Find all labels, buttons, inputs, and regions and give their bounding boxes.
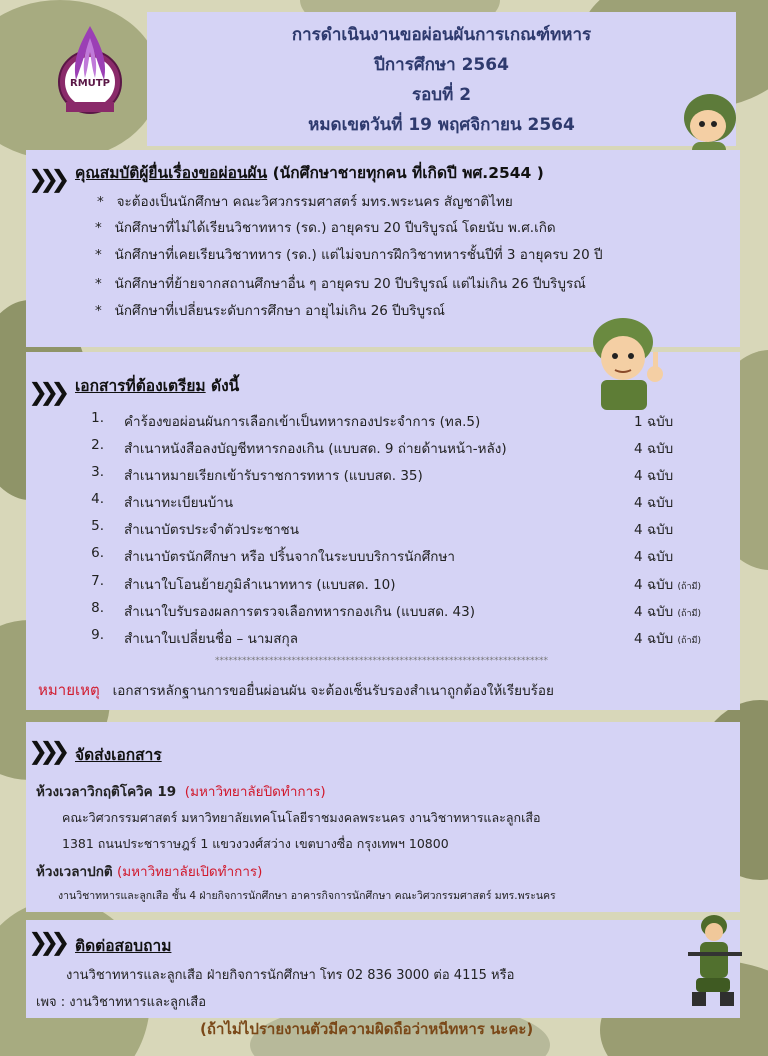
documents-title-rest: ดังนี้: [205, 377, 240, 395]
logo-text: RMUTP: [70, 78, 110, 89]
covid-label: ห้วงเวลาวิกฤติโควิค 19: [36, 784, 177, 800]
soldier-cartoon-kneeling: [682, 912, 752, 1010]
chevron-right-icon: ❯❯❯: [28, 378, 62, 406]
contact-line1: งานวิชาทหารและลูกเสือ ฝ่ายกิจการนักศึกษา โทร 02 836 3000 ต่อ 4115 หรือ: [66, 968, 515, 983]
list-item: * นักศึกษาที่ย้ายจากสถานศึกษาอื่น ๆ อายุครบ 20 ปีบริบูรณ์ แต่ไม่เกิน 26 ปีบริบูรณ์: [95, 276, 586, 292]
list-item: * นักศึกษาที่ไม่ได้เรียนวิชาทหาร (รด.) อายุครบ 20 ปีบริบูรณ์ โดยนับ พ.ศ.เกิด: [95, 220, 556, 236]
list-item: * นักศึกษาที่เคยเรียนวิชาทหาร (รด.) แต่ไม่จบการฝึกวิชาทหารชั้นปีที่ 3 อายุครบ 20 ปี: [95, 247, 603, 263]
chevron-right-icon: ❯❯❯: [28, 165, 62, 193]
normal-address: งานวิชาทหารและลูกเสือ ชั้น 4 ฝ่ายกิจการนักศึกษา อาคารกิจการนักศึกษา คณะวิศวกรรมศาสตร์ มทร.พระนคร: [58, 890, 556, 902]
covid-period: [36, 780, 326, 802]
bullet-star-icon: *: [95, 247, 102, 263]
contact-line2: เพจ : งานวิชาทหารและลูกเสือ: [36, 995, 207, 1010]
list-item: * นักศึกษาที่เปลี่ยนระดับการศึกษา อายุไม่เกิน 26 ปีบริบูรณ์: [95, 303, 445, 319]
footer-warning: (ถ้าไม่ไปรายงานตัวมีความผิดถือว่าหนีทหาร นะคะ): [200, 1020, 534, 1038]
header-year: ปีการศึกษา 2564: [374, 55, 509, 75]
rmutp-logo: [52, 20, 128, 118]
soldier-cartoon-pointing: [585, 312, 671, 410]
documents-title-underlined: เอกสารที่ต้องเตรียม: [75, 377, 206, 395]
chevron-right-icon: ❯❯❯: [28, 737, 62, 765]
normal-status: (มหาวิทยาลัยเปิดทำการ): [116, 864, 263, 880]
covid-status: (มหาวิทยาลัยปิดทำการ): [184, 784, 326, 800]
documents-title: [75, 373, 239, 398]
remark: [38, 678, 554, 702]
separator-stars: **************************************************************************: [215, 656, 548, 666]
list-item: * จะต้องเป็นนักศึกษา คณะวิศวกรรมศาสตร์ มทร.พระนคร สัญชาติไทย: [97, 194, 513, 210]
qualifications-title-rest: (นักศึกษาชายทุกคน ที่เกิดปี พศ.2544 ): [267, 164, 544, 182]
normal-label: ห้วงเวลาปกติ: [36, 864, 113, 880]
qualifications-title: [75, 160, 544, 185]
qualifications-title-underlined: คุณสมบัติผู้ยื่นเรื่องขอผ่อนผัน: [75, 164, 268, 182]
logo-emblem: [52, 20, 128, 118]
delivery-title: [75, 742, 162, 767]
contact-title: [75, 933, 171, 958]
header-box: [147, 12, 736, 146]
contact-title-underlined: ติดต่อสอบถาม: [75, 937, 172, 955]
chevron-right-icon: ❯❯❯: [28, 928, 62, 956]
bullet-star-icon: *: [95, 303, 102, 319]
covid-address-line1: คณะวิศวกรรมศาสตร์ มหาวิทยาลัยเทคโนโลยีราชมงคลพระนคร งานวิชาทหารและลูกเสือ: [62, 810, 541, 825]
bullet-star-icon: *: [97, 194, 104, 210]
header-round: รอบที่ 2: [411, 85, 472, 105]
remark-text: เอกสารหลักฐานการขอยื่นผ่อนผัน จะต้องเซ็นรับรองสำเนาถูกต้องให้เรียบร้อย: [112, 683, 554, 699]
bullet-star-icon: *: [95, 220, 102, 236]
header-deadline: หมดเขตวันที่ 19 พฤศจิกายน 2564: [308, 115, 575, 135]
remark-label: หมายเหตุ: [38, 681, 100, 699]
header-title: การดำเนินงานขอผ่อนผันการเกณฑ์ทหาร: [291, 25, 592, 45]
bullet-star-icon: *: [95, 276, 102, 292]
normal-period: [36, 860, 262, 882]
delivery-title-underlined: จัดส่งเอกสาร: [75, 746, 162, 764]
covid-address-line2: 1381 ถนนประชาราษฎร์ 1 แขวงวงศ์สว่าง เขตบางซื่อ กรุงเทพฯ 10800: [62, 836, 449, 851]
